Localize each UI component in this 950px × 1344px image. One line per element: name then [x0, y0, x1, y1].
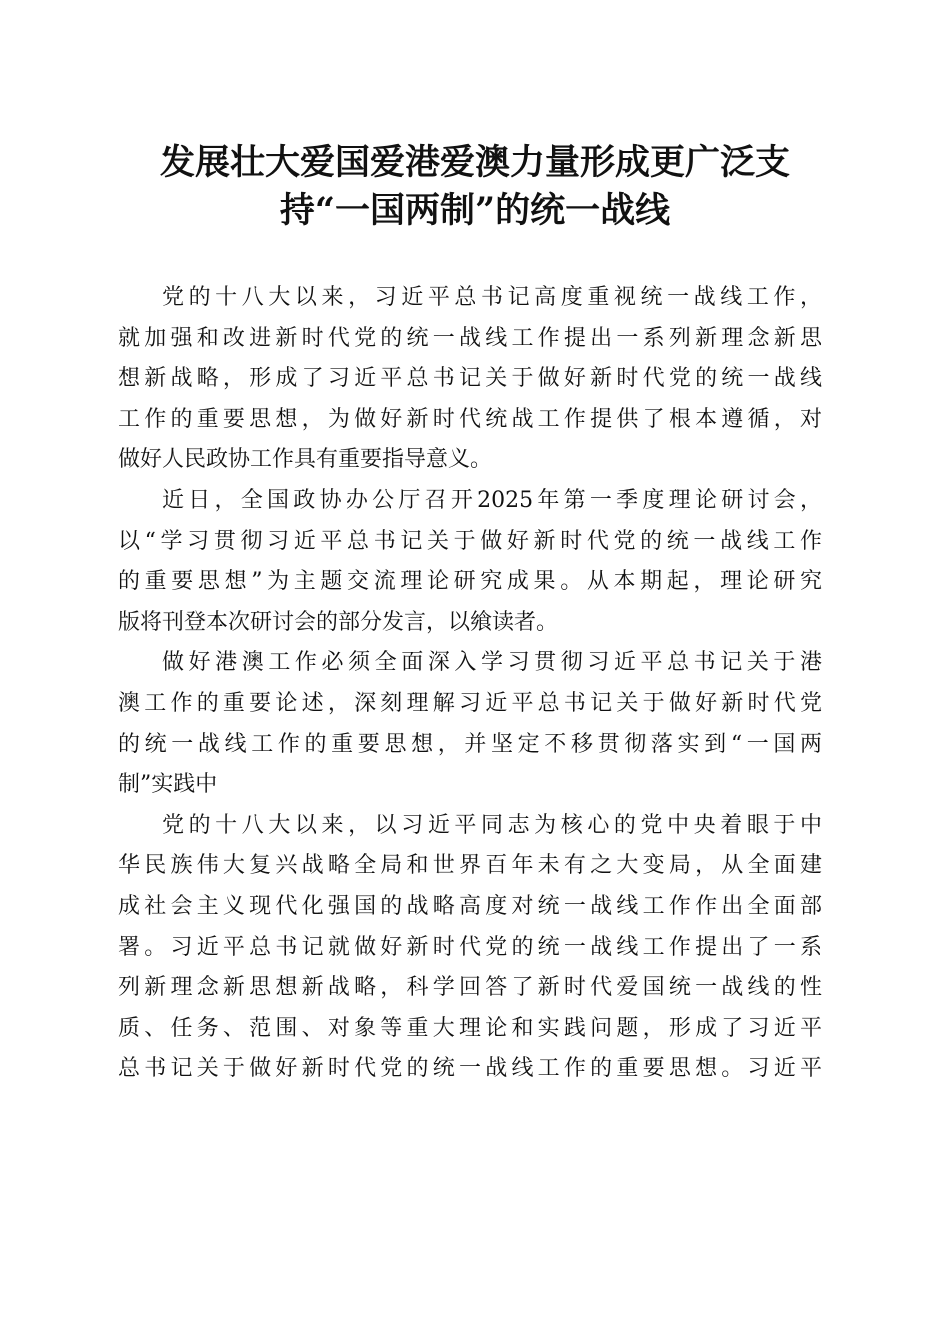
paragraph-3-line: 制”实践中	[118, 772, 218, 798]
title-line: 发展壮大爱国爱港爱澳力量形成更广泛支	[159, 142, 790, 183]
title-line: 持“一国两制”的统一战线	[279, 190, 671, 231]
paragraph-1-line: 党的十八大以来，习近平总书记高度重视统一战线工作，	[162, 285, 822, 310]
paragraph-2-line: 以“学习贯彻习近平总书记关于做好新时代党的统一战线工作	[118, 528, 822, 554]
document-body	[118, 278, 822, 1090]
paragraph-1-line: 就加强和改进新时代党的统一战线工作提出一系列新理念新思	[118, 325, 822, 351]
paragraph-4-line: 署。习近平总书记就做好新时代党的统一战线工作提出了一系	[118, 934, 822, 960]
paragraph-4-line: 总书记关于做好新时代党的统一战线工作的重要思想。习近平	[118, 1056, 822, 1082]
paragraph-4-line: 华民族伟大复兴战略全局和世界百年未有之大变局，从全面建	[118, 853, 822, 879]
paragraph-3-line: 的统一战线工作的重要思想，并坚定不移贯彻落实到“一国两	[118, 731, 822, 757]
document-title	[130, 139, 820, 235]
paragraph-1-line: 做好人民政协工作具有重要指导意义。	[118, 447, 493, 473]
paragraph-4-line: 质、任务、范围、对象等重大理论和实践问题，形成了习近平	[118, 1015, 822, 1041]
paragraph-1-line: 想新战略，形成了习近平总书记关于做好新时代党的统一战线	[118, 366, 822, 392]
paragraph-4-line: 成社会主义现代化强国的战略高度对统一战线工作作出全面部	[118, 893, 822, 919]
paragraph-3-line: 澳工作的重要论述，深刻理解习近平总书记关于做好新时代党	[118, 690, 822, 716]
paragraph-1-line: 工作的重要思想，为做好新时代统战工作提供了根本遵循，对	[118, 406, 822, 432]
paragraph-2-line: 的重要思想”为主题交流理论研究成果。从本期起，理论研究	[118, 569, 822, 595]
paragraph-3-line: 做好港澳工作必须全面深入学习贯彻习近平总书记关于港	[162, 650, 822, 676]
paragraph-4-line: 党的十八大以来，以习近平同志为核心的党中央着眼于中	[162, 812, 822, 838]
paragraph-2-line: 版将刊登本次研讨会的部分发言，以飨读者。	[118, 609, 559, 635]
paragraph-4-line: 列新理念新思想新战略，科学回答了新时代爱国统一战线的性	[118, 975, 822, 1001]
paragraph-2-line: 近日，全国政协办公厅召开2025年第一季度理论研讨会，	[162, 487, 822, 513]
